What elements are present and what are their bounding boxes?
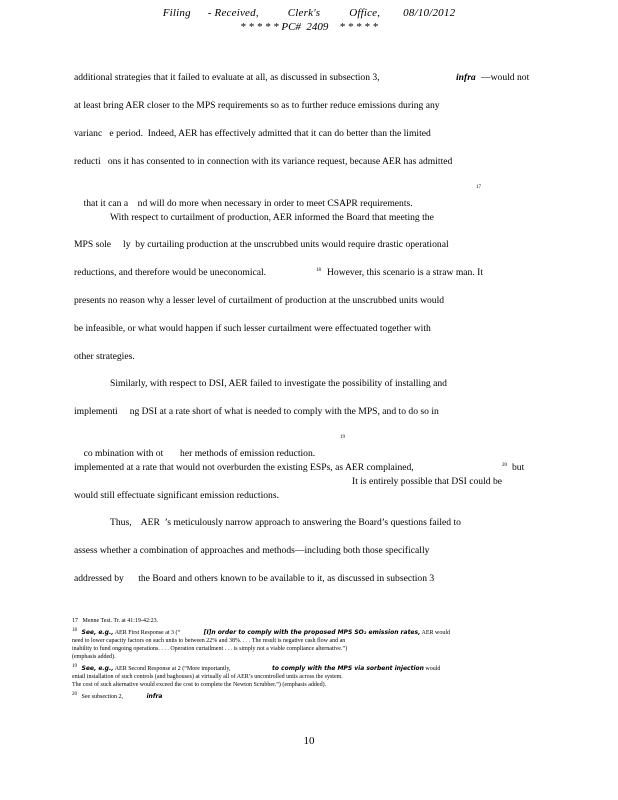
p1-line-5-text: that it can a nd will do more when necessary in order to meet CSAPR requirements.: [83, 198, 413, 209]
footnote-18: [72, 627, 552, 637]
footnote-19-number: 19: [72, 664, 77, 669]
office-label: Office,: [349, 7, 381, 19]
p2-line-3-end: However, this scenario is a straw man. It: [327, 267, 484, 278]
clerks-label: Clerk's: [287, 7, 321, 19]
footnote-18-emphasis: [I]n order to comply with the proposed MPS SO₂ emission rates,: [203, 629, 421, 636]
footnote-ref-17[interactable]: 17: [476, 185, 481, 190]
p4-line-1: Thus, AER ’s meticulously narrow approach to answering the Board’s questions failed to: [110, 517, 461, 528]
p2-line-2: MPS sole ly by curtailing production at the unscrubbed units would require drastic operational: [74, 239, 449, 250]
p1-line-5: [74, 183, 481, 209]
footnote-20: [72, 691, 552, 701]
p3-line-4-text: implemented at a rate that would not overburden the existing ESPs, as AER complained,: [74, 462, 414, 473]
footnote-19-cite: AER Second Response at 2 (“More importantly,: [114, 666, 231, 672]
footnote-20-number: 20: [72, 692, 77, 697]
p3-line-1: Similarly, with respect to DSI, AER failed to investigate the possibility of installing and: [110, 378, 447, 389]
p2-line-4: presents no reason why a lesser level of curtailment of production at the unscrubbed units would: [74, 295, 445, 306]
footnote-18-line-4: (emphasis added).: [72, 654, 116, 660]
footnote-19-cont: would: [425, 666, 441, 672]
filing-stamp-line: [0, 6, 618, 20]
p2-line-3: [74, 266, 484, 280]
footnote-19: [72, 663, 552, 673]
p2-line-6: other strategies.: [74, 351, 135, 362]
p1-line-1-text: additional strategies that it failed to evaluate at all, as discussed in subsection 3,: [74, 72, 380, 83]
received-label: - Received,: [207, 7, 259, 19]
p3-line-2: implementi ng DSI at a rate short of what is needed to comply with the MPS, and to do so in: [74, 406, 439, 417]
footnote-ref-19[interactable]: 19: [340, 435, 345, 440]
p2-line-1: With respect to curtailment of production, AER informed the Board that meeting the: [110, 212, 434, 223]
filing-header: [0, 6, 618, 34]
p4-line-3: addressed by the Board and others known to be available to it, as discussed in subsection 3: [74, 573, 435, 584]
footnote-20-text: See subsection 2,: [81, 694, 123, 700]
p4-line-2: assess whether a combination of approaches and methods—including both those specifically: [74, 545, 430, 556]
p3-line-3-text: co mbination with ot her methods of emission reduction.: [83, 448, 316, 459]
footnote-18-signal: See, e.g.,: [81, 629, 114, 636]
infra-ref: infra: [456, 72, 476, 83]
footnote-19-line-2: entail installation of such controls (and baghouses) at virtually all of AER’s uncontrolled units across the system.: [72, 674, 343, 680]
footnote-19-line-3: The cost of such alternative would exceed the cost to complete the Newton Scrubber.”) (emphasis added).: [72, 682, 327, 688]
footnote-18-cite: AER First Response at 3 (“: [114, 630, 181, 636]
p3-line-5: would still effectuate significant emission reductions.: [74, 490, 279, 501]
footnote-ref-18[interactable]: 18: [316, 268, 321, 273]
footnotes: [72, 617, 552, 701]
filing-label: Filing: [162, 7, 191, 19]
p1-line-4: reducti ons it has consented to in connection with its variance request, because AER has admitted: [74, 156, 453, 167]
p1-line-1-end: —would not: [481, 72, 530, 83]
p2-line-3-text: reductions, and therefore would be uneconomical.: [74, 267, 267, 278]
p3-line-3-end: It is entirely possible that DSI could be: [352, 476, 503, 487]
pc-number-line: * * * * * PC# 2409 * * * * *: [240, 21, 378, 33]
p3-line-4-end: but: [512, 462, 525, 473]
p3-line-4: [74, 461, 525, 475]
footnote-18-line-3: inability to fund ongoing operations. . . . Operation curtailment . . . is simply not a viable compliance alternative.”): [72, 646, 348, 652]
footnote-19-emphasis: to comply with the MPS via sorbent injection: [271, 665, 424, 672]
footnote-ref-20[interactable]: 20: [502, 463, 507, 468]
footnote-18-number: 18: [72, 628, 77, 633]
p1-line-2: at least bring AER closer to the MPS requirements so as to further reduce emissions during any: [74, 100, 440, 111]
footnote-18-cont: AER would: [421, 630, 451, 636]
filing-date: 08/10/2012: [403, 7, 456, 19]
p2-line-5: be infeasible, or what would happen if such lesser curtailment were effectuated together with: [74, 323, 431, 334]
p1-line-3: varianc e period. Indeed, AER has effectively admitted that it can do better than the limited: [74, 128, 431, 139]
footnote-18-line-2: need to lower capacity factors on such units to between 22% and 38%. . . . The result is negative cash flow and an: [72, 638, 346, 644]
page-number: 10: [303, 735, 315, 747]
footnote-17: 17 Menne Test. Tr. at 41:19-42:23.: [72, 618, 159, 624]
footnote-19-signal: See, e.g.,: [81, 665, 114, 672]
footnote-20-infra: infra: [146, 693, 163, 700]
p1-line-1: [74, 71, 530, 85]
